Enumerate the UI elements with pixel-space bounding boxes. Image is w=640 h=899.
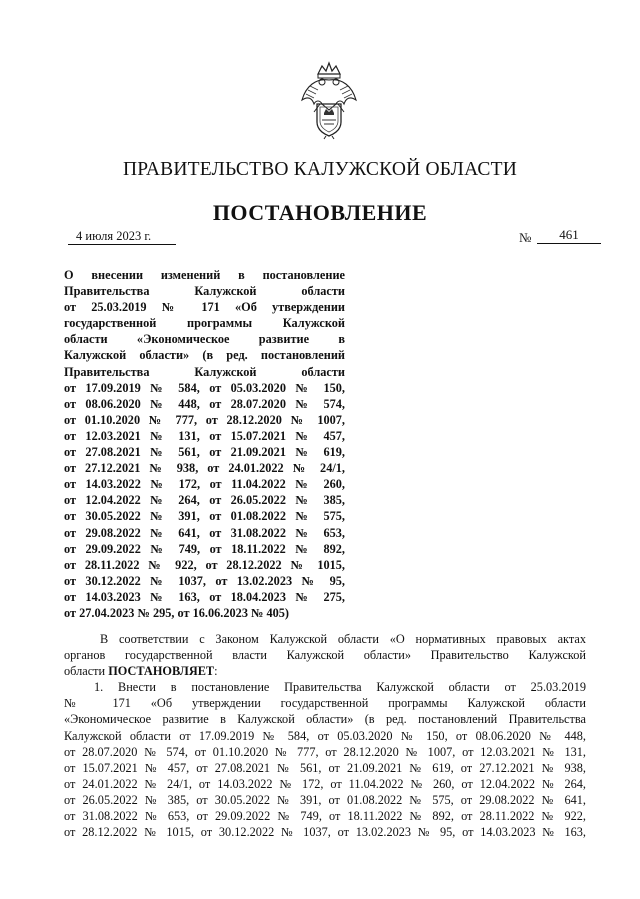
heading-line: от 30.05.2022 № 391, от 01.08.2022 № 575, <box>64 509 345 524</box>
preamble-line: В соответствии с Законом Калужской области «О нормативных правовых актах <box>100 632 586 646</box>
item1-line: № 171 «Об утверждении государственной программы Калужской области <box>64 696 586 711</box>
heading-line: от 27.08.2021 № 561, от 21.09.2021 № 619, <box>64 445 345 460</box>
government-name: ПРАВИТЕЛЬСТВО КАЛУЖСКОЙ ОБЛАСТИ <box>123 159 517 180</box>
item1-line: Калужской области от 17.09.2019 № 584, от 05.03.2020 № 150, от 08.06.2020 № 448, <box>64 728 586 743</box>
decree-number-label: № <box>519 230 532 245</box>
heading-line: области «Экономическое развитие в <box>64 332 345 347</box>
item1-line: от 24.01.2022 № 24/1, от 14.03.2022 № 172, от 11.04.2022 № 260, от 12.04.2022 № 264, <box>64 776 586 791</box>
item1-line: от 26.05.2022 № 385, от 30.05.2022 № 391, от 01.08.2022 № 575, от 29.08.2022 № 641, <box>64 792 586 807</box>
document-type: ПОСТАНОВЛЕНИЕ <box>212 200 428 225</box>
decree-body <box>64 631 586 840</box>
heading-line: от 12.04.2022 № 264, от 26.05.2022 № 385, <box>64 493 345 508</box>
decree-date: 4 июля 2023 г. <box>68 229 176 245</box>
item1-line: 1. Внести в постановление Правительства Калужской области от 25.03.2019 <box>94 680 586 695</box>
heading-line: государственной программы Калужской <box>64 316 345 331</box>
heading-line: от 14.03.2023 № 163, от 18.04.2023 № 275, <box>64 589 345 604</box>
preamble-prefix: области <box>64 664 106 679</box>
heading-line: от 08.06.2020 № 448, от 28.07.2020 № 574, <box>64 396 345 411</box>
heading-line: от 27.12.2021 № 938, от 24.01.2022 № 24/1, <box>64 461 345 476</box>
heading-line: Калужской области» (в ред. постановлений <box>64 348 345 363</box>
heading-line: от 14.03.2022 № 172, от 11.04.2022 № 260, <box>64 477 345 492</box>
heading-line: от 30.12.2022 № 1037, от 13.02.2023 № 95, <box>64 573 345 588</box>
heading-line: О внесении изменений в постановление <box>64 268 345 282</box>
heading-line: от 01.10.2020 № 777, от 28.12.2020 № 1007, <box>64 412 345 427</box>
heading-line: от 28.11.2022 № 922, от 28.12.2022 № 1015, <box>64 557 345 572</box>
decree-heading <box>64 267 345 621</box>
decree-number: 461 <box>537 227 601 244</box>
item1-line: «Экономическое развитие в Калужской области» (в ред. постановлений Правительства <box>64 712 586 727</box>
item1-line: от 28.12.2022 № 1015, от 30.12.2022 № 1037, от 13.02.2023 № 95, от 14.03.2023 № 163, <box>64 825 586 840</box>
coat-of-arms-emblem <box>298 60 360 140</box>
heading-line: от 27.04.2023 № 295, от 16.06.2023 № 405) <box>64 605 290 620</box>
item1-line: от 28.07.2020 № 574, от 01.10.2020 № 777, от 28.12.2020 № 1007, от 12.03.2021 № 131, <box>64 744 586 759</box>
heading-line: Правительства Калужской области <box>64 284 345 299</box>
heading-line: от 12.03.2021 № 131, от 15.07.2021 № 457, <box>64 428 345 443</box>
preamble-colon: : <box>214 664 218 679</box>
heading-line: от 25.03.2019 № 171 «Об утверждении <box>64 300 345 315</box>
heading-line: от 17.09.2019 № 584, от 05.03.2020 № 150, <box>64 380 345 395</box>
resolves-keyword: ПОСТАНОВЛЯЕТ <box>108 664 215 679</box>
item1-line: от 31.08.2022 № 653, от 29.09.2022 № 749, от 18.11.2022 № 892, от 28.11.2022 № 922, <box>64 809 586 824</box>
item1-line: от 15.07.2021 № 457, от 27.08.2021 № 561, от 21.09.2021 № 619, от 27.12.2021 № 938, <box>64 760 586 775</box>
heading-line: от 29.08.2022 № 641, от 31.08.2022 № 653, <box>64 525 345 540</box>
preamble-line <box>64 663 586 679</box>
preamble-line: органов государственной власти Калужской области» Правительство Калужской <box>64 648 586 663</box>
heading-line: Правительства Калужской области <box>64 364 345 379</box>
heading-line: от 29.09.2022 № 749, от 18.11.2022 № 892, <box>64 541 345 556</box>
